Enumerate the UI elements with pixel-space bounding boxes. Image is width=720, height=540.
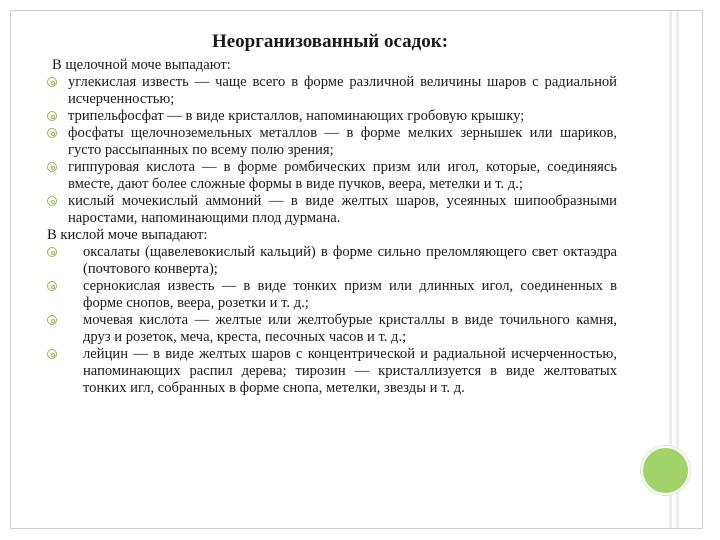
decorative-green-circle [641, 446, 690, 495]
slide-content [47, 57, 617, 397]
slide-title: Неорганизованный осадок: [211, 31, 449, 52]
list-item [47, 74, 617, 108]
acidic-list [47, 244, 617, 397]
bullet-icon [47, 315, 57, 325]
list-item [47, 312, 617, 346]
item-text: трипельфосфат — в виде кристаллов, напоминающих гробовую крышку; [68, 108, 525, 124]
list-item [47, 244, 617, 278]
acidic-heading: В кислой моче выпадают: [47, 227, 208, 243]
bullet-icon [47, 281, 57, 291]
bullet-icon [47, 111, 57, 121]
list-item [47, 108, 617, 125]
bullet-icon [47, 349, 57, 359]
item-text: оксалаты (щавелевокислый кальций) в форме сильно преломляющего свет октаэдра (почтового конверта); [83, 244, 617, 277]
list-item [47, 278, 617, 312]
alkaline-list [47, 74, 617, 227]
bullet-icon [47, 77, 57, 87]
item-text: мочевая кислота — желтые или желтобурые кристаллы в виде точильного камня, друз и розеток, меча, креста, песочных часов и т. д.; [83, 312, 617, 345]
list-item [47, 193, 617, 227]
bullet-icon [47, 247, 57, 257]
list-item [47, 159, 617, 193]
item-text: гиппуровая кислота — в форме ромбических призм или игол, которые, соединяясь вместе, дают более сложные формы в виде пучков, веера, метелки и т. д.; [68, 159, 617, 192]
item-text: углекислая известь — чаще всего в форме различной величины шаров с радиальной исчерченностью; [68, 74, 617, 107]
alkaline-heading: В щелочной моче выпадают: [52, 57, 231, 73]
bullet-icon [47, 162, 57, 172]
list-item [47, 125, 617, 159]
bullet-icon [47, 128, 57, 138]
item-text: лейцин — в виде желтых шаров с концентрической и радиальной исчерченностью, напоминающих распил дерева; тирозин — кристаллизуется в виде желтоватых тонких игл, собранных в форме снопа, метелки, звезды и т. д. [83, 346, 617, 396]
bullet-icon [47, 196, 57, 206]
item-text: фосфаты щелочноземельных металлов — в форме мелких зернышек или шариков, густо рассыпанных по всему полю зрения; [68, 125, 617, 158]
item-text: кислый мочекислый аммоний — в виде желтых шаров, усеянных шипообразными наростами, напоминающими плод дурмана. [68, 193, 617, 226]
item-text: сернокислая известь — в виде тонких призм или длинных игол, соединенных в форме снопов, веера, розетки и т. д.; [83, 278, 617, 311]
list-item [47, 346, 617, 397]
